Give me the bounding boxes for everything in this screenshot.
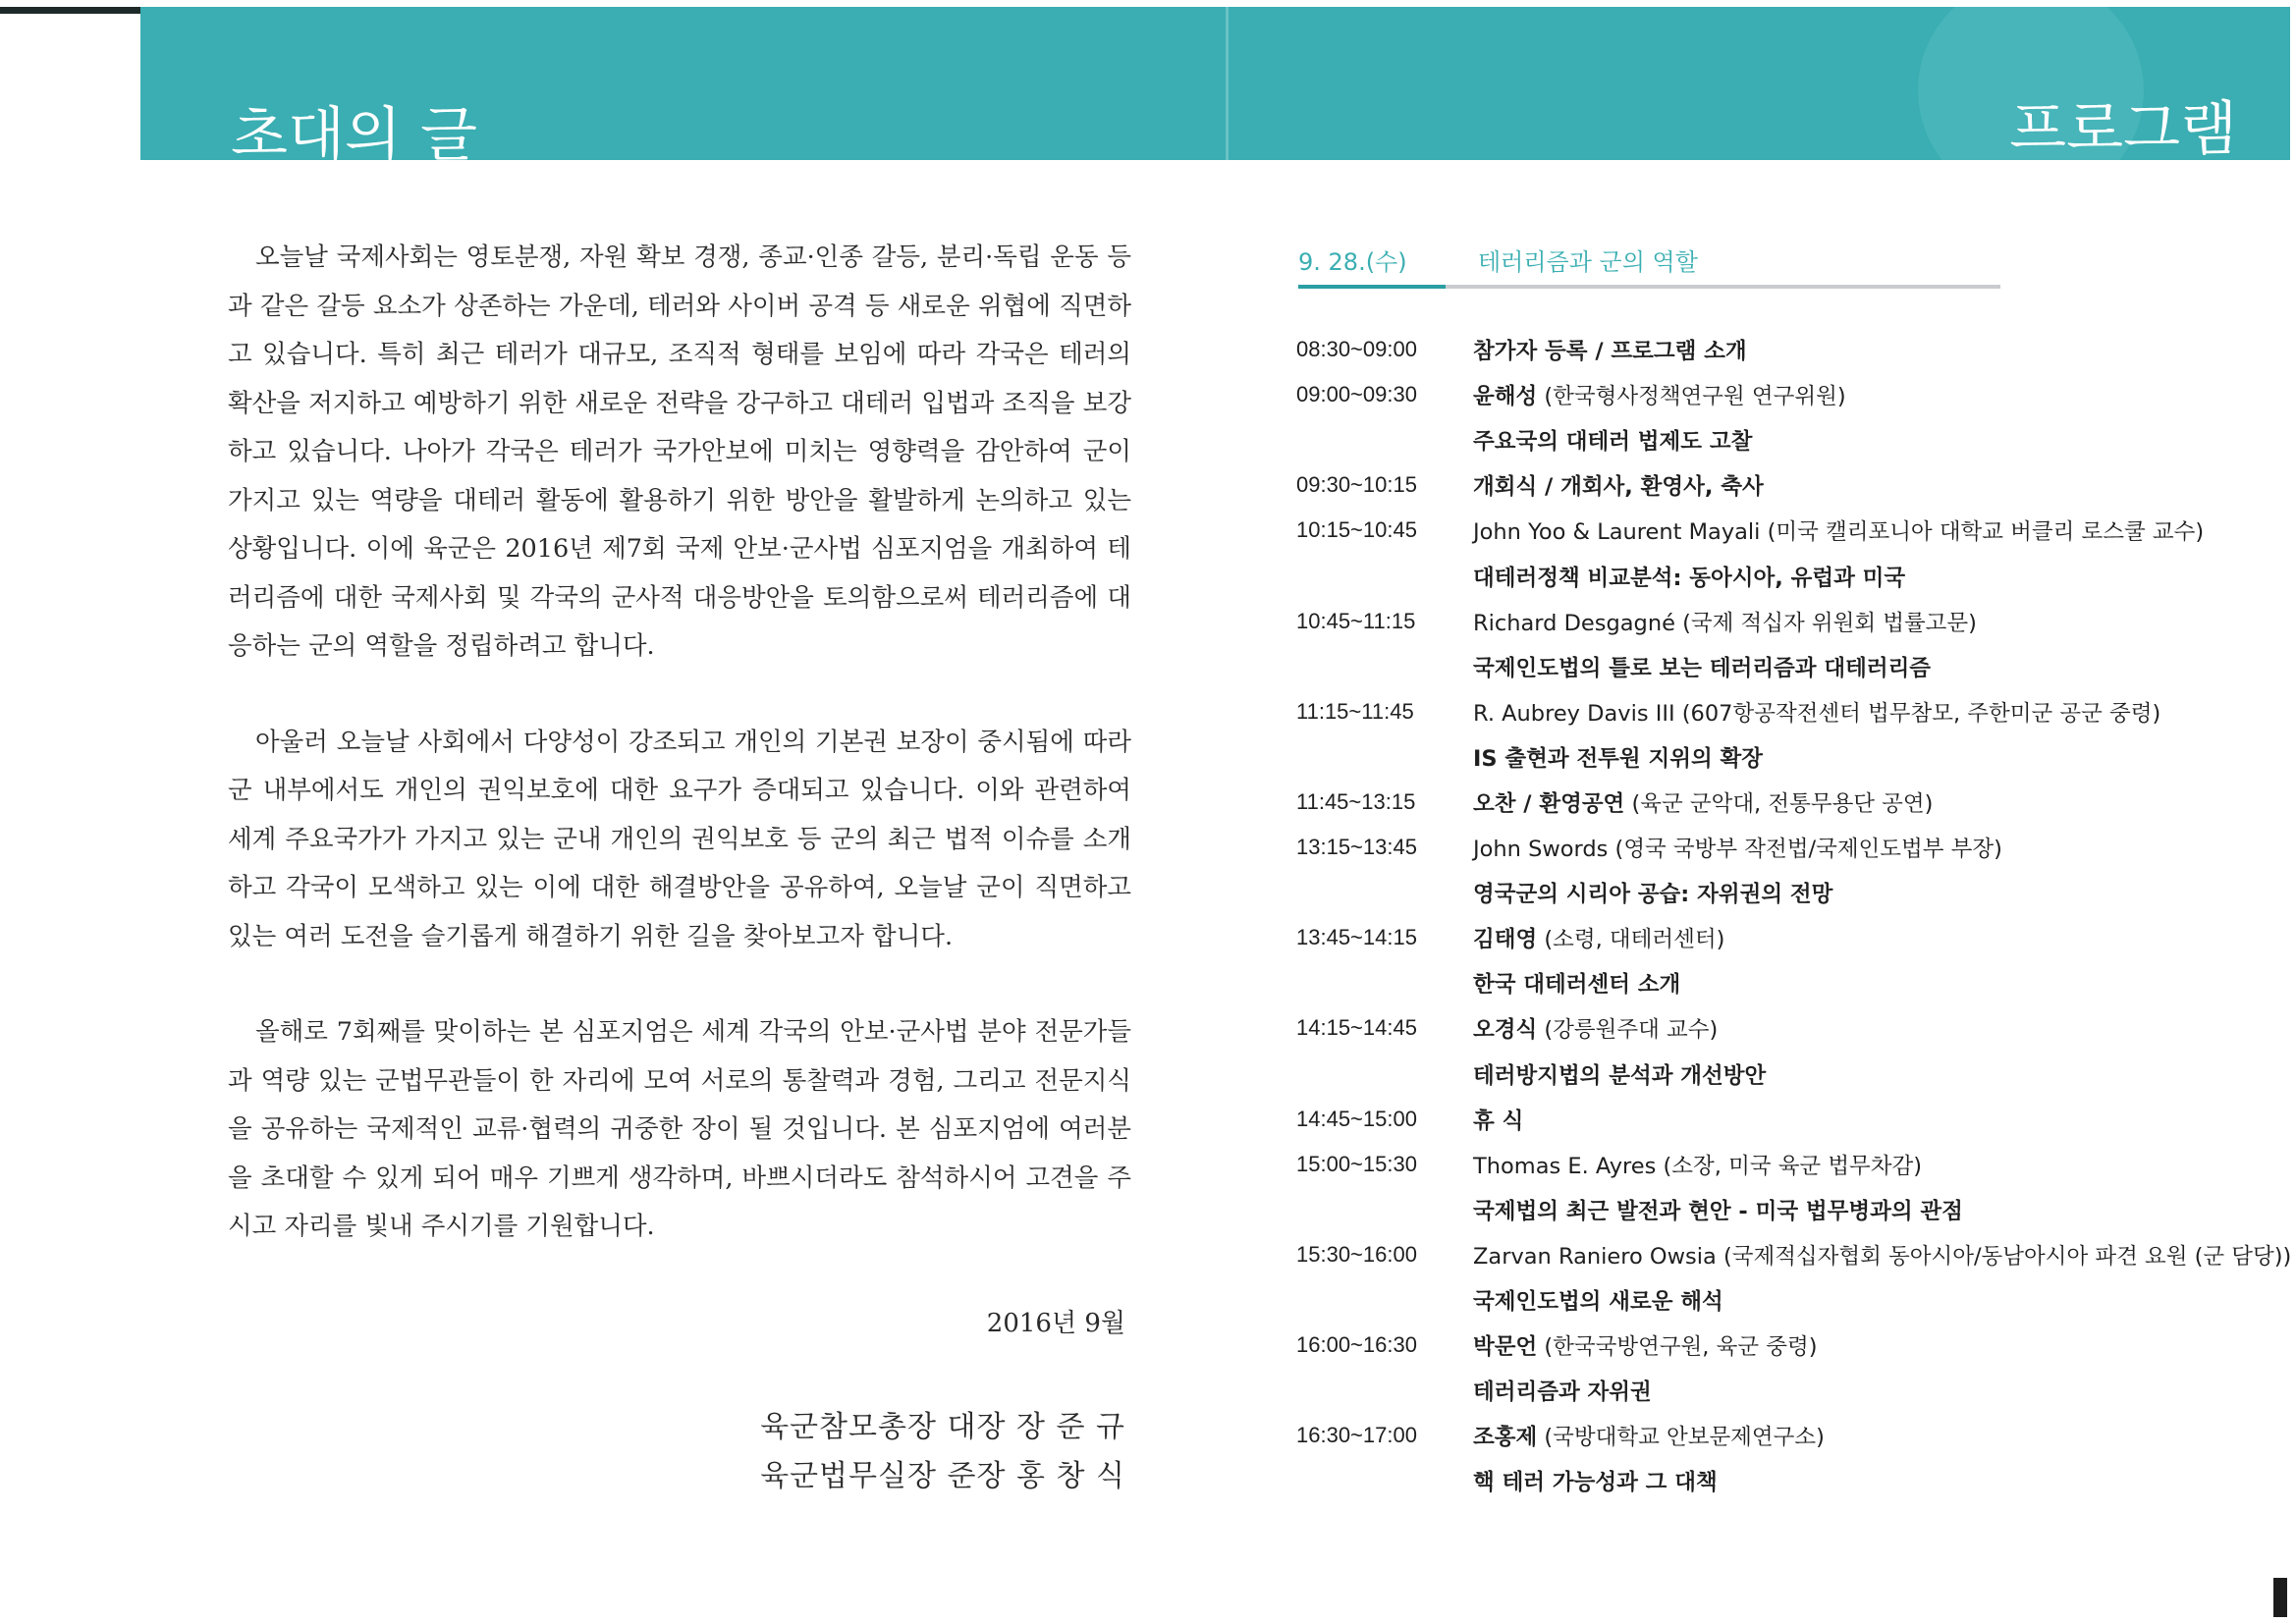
schedule-text [1473,334,1747,365]
schedule-row [1296,1142,2288,1187]
schedule-row [1296,734,2288,780]
schedule-time: 13:15~13:45 [1296,835,1417,860]
schedule-row [1296,915,2288,960]
schedule-row [1296,508,2288,553]
schedule-row [1296,1413,2288,1458]
signature-chief-of-staff: 육군참모총장 대장 장 준 규 [760,1410,1125,1444]
letter-paragraph-1: 오늘날 국제사회는 영토분쟁, 자원 확보 경쟁, 종교·인종 갈등, 분리·독립 운동 등과 같은 갈등 요소가 상존하는 가운데, 테러와 사이버 공격 등 새로운 위협에 직면하고 있습니다. 특히 최근 테러가 대규모, 조직적 형태를 보임에 따라 각국은 테러의 확산을 저지하고 예방하기 위한 새로운 전략을 강구하고 대테러 입법과 조직을 보강하고 있습니다. 나아가 각국은 테러가 국가안보에 미치는 영향력을 감안하여 군이 가지고 있는 역량을 대테러 활동에 활용하기 위한 방안을 활발하게 논의하고 있는 상황입니다. 이에 육군은 2016년 제7회 국제 안보·군사법 심포지엄을 개최하여 테러리즘에 대한 국제사회 및 각국의 군사적 대응방안을 토의함으로써 테러리즘에 대응하는 군의 역할을 정립하려고 합니다. [228,243,1131,661]
program-date: 9. 28.(수) [1298,248,1407,276]
schedule-text [1473,1239,2291,1271]
schedule-time: 15:30~16:00 [1296,1241,1417,1267]
schedule-title: 테러방지법의 분석과 개선방안 [1473,1062,1767,1089]
schedule-title: 김태영 [1473,927,1538,953]
schedule-text [1473,877,1832,908]
schedule-title: 오경식 [1473,1017,1538,1044]
schedule-row [1296,462,2288,508]
schedule-row [1296,553,2288,598]
program-divider-accent [1298,285,1446,289]
signature-legal-director: 육군법무실장 준장 홍 창 식 [760,1459,1125,1493]
schedule-detail: Zarvan Raniero Owsia (국제적십자협회 동아시아/동남아시아 파견 요원 (군 담당)) [1473,1243,2292,1270]
schedule-time: 14:45~15:00 [1296,1106,1417,1131]
schedule-text [1473,786,1933,818]
schedule-row [1296,825,2288,870]
schedule-row [1296,1277,2288,1323]
schedule-text [1473,741,1763,773]
invitation-letter [228,234,1131,1299]
schedule-title: 참가자 등록 / 프로그램 소개 [1473,339,1747,365]
schedule-title: 테러리즘과 자위권 [1473,1380,1652,1406]
program-schedule [1296,327,2292,1503]
schedule-text [1473,696,2160,728]
schedule-text [1473,1058,1766,1090]
schedule-detail: John Swords (영국 국방부 작전법/국제인도법부 부장) [1473,837,2002,863]
schedule-title: 국제법의 최근 발전과 현안 - 미국 법무병과의 관점 [1473,1198,1963,1224]
schedule-row [1296,372,2288,417]
schedule-time: 09:00~09:30 [1296,382,1417,407]
corner-mark [2273,1578,2287,1617]
schedule-row [1296,960,2288,1005]
schedule-row [1296,599,2288,644]
schedule-time: 09:30~10:15 [1296,472,1417,498]
schedule-title: 국제인도법의 새로운 해석 [1473,1289,1723,1316]
schedule-title: 영국군의 시리아 공습: 자위권의 전망 [1473,882,1833,908]
schedule-row [1296,1323,2288,1368]
schedule-time: 15:00~15:30 [1296,1151,1417,1176]
schedule-detail: (육군 군악대, 전통무용단 공연) [1624,790,1934,817]
top-edge-line [0,7,140,14]
schedule-text [1473,651,1931,682]
schedule-title: 오찬 / 환영공연 [1473,790,1625,817]
letter-paragraph-2: 아울러 오늘날 사회에서 다양성이 강조되고 개인의 기본권 보장이 중시됨에 따라 군 내부에서도 개인의 권익보호에 대한 요구가 증대되고 있습니다. 이와 관련하여 세계 주요국가가 가지고 있는 군내 개인의 권익보호 등 군의 최근 법적 이슈를 소개하고 각국이 모색하고 있는 이에 대한 해결방안을 공유하여, 오늘날 군이 직면하고 있는 여러 도전을 슬기롭게 해결하기 위한 길을 찾아보고자 합니다. [228,727,1131,951]
schedule-text [1473,922,1724,953]
schedule-text [1473,1194,1963,1225]
schedule-detail: R. Aubrey Davis III (607항공작전센터 법무참모, 주한미군 공군 중령) [1473,700,2161,727]
schedule-row [1296,1232,2292,1277]
schedule-title: 주요국의 대테러 법제도 고찰 [1473,429,1753,456]
schedule-row [1296,1368,2288,1413]
schedule-text [1473,1012,1718,1044]
schedule-title: 개회식 / 개회사, 환영사, 축사 [1473,474,1764,501]
schedule-text [1473,832,2002,863]
schedule-detail: (소령, 대테러센터) [1537,927,1725,953]
schedule-text [1473,1465,1718,1496]
schedule-text [1473,379,1846,410]
schedule-row [1296,689,2288,734]
letter-date: 2016년 9월 [986,1309,1125,1338]
schedule-time: 11:45~13:15 [1296,788,1416,814]
schedule-text [1473,1284,1723,1316]
schedule-time: 14:15~14:45 [1296,1015,1417,1041]
schedule-time: 16:00~16:30 [1296,1332,1417,1358]
schedule-time: 10:45~11:15 [1296,608,1416,633]
schedule-row [1296,644,2288,689]
letter-paragraph-3: 올해로 7회째를 맞이하는 본 심포지엄은 세계 각국의 안보·군사법 분야 전문가들과 역량 있는 군법무관들이 한 자리에 모여 서로의 통찰력과 경험, 그리고 전문지식을 공유하는 국제적인 교류·협력의 귀중한 장이 될 것입니다. 본 심포지엄에 여러분을 초대할 수 있게 되어 매우 기쁘게 생각하며, 바쁘시더라도 참석하시어 고견을 주시고 자리를 빛내 주시기를 기원합니다. [228,1017,1131,1241]
schedule-title: 대테러정책 비교분석: 동아시아, 유럽과 미국 [1473,565,1906,591]
schedule-text [1473,967,1680,999]
schedule-row [1296,1458,2288,1503]
schedule-text [1473,1104,1523,1135]
schedule-title: 박문언 [1473,1334,1538,1361]
schedule-title: 휴 식 [1473,1108,1524,1134]
schedule-text [1473,1420,1825,1451]
schedule-row [1296,1187,2288,1232]
schedule-time: 10:15~10:45 [1296,517,1417,543]
schedule-detail: (국방대학교 안보문제연구소) [1537,1425,1825,1451]
schedule-text [1473,1329,1817,1361]
schedule-row [1296,1097,2288,1142]
schedule-time: 16:30~17:00 [1296,1423,1417,1448]
schedule-row [1296,417,2288,462]
schedule-time: 08:30~09:00 [1296,337,1417,362]
schedule-text [1473,606,1977,637]
schedule-title: 조홍제 [1473,1425,1538,1451]
invitation-title: 초대의 글 [231,101,477,170]
schedule-detail: (강릉원주대 교수) [1537,1017,1719,1044]
schedule-text [1473,1149,1922,1180]
schedule-detail: (한국국방연구원, 육군 중령) [1537,1334,1818,1361]
schedule-text [1473,514,2204,546]
schedule-row [1296,870,2288,915]
schedule-detail: (한국형사정책연구원 연구위원) [1537,384,1846,410]
program-theme: 테러리즘과 군의 역할 [1478,248,1698,276]
schedule-title: 핵 테러 가능성과 그 대책 [1473,1470,1718,1496]
page-fold-line [1226,7,1229,160]
schedule-title: 윤해성 [1473,384,1538,410]
schedule-title: 국제인도법의 틀로 보는 테러리즘과 대테러리즘 [1473,655,1932,681]
schedule-detail: John Yoo & Laurent Mayali (미국 캘리포니아 대학교 버클리 로스쿨 교수) [1473,519,2205,546]
schedule-row [1296,1052,2288,1097]
schedule-title: 한국 대테러센터 소개 [1473,972,1681,999]
schedule-time: 11:15~11:45 [1296,698,1414,724]
schedule-time: 13:45~14:15 [1296,925,1417,950]
schedule-text [1473,469,1764,501]
schedule-text [1473,424,1752,456]
schedule-row [1296,780,2288,825]
schedule-text [1473,561,1905,592]
schedule-detail: Thomas E. Ayres (소장, 미국 육군 법무차감) [1473,1153,1923,1179]
schedule-detail: Richard Desgagné (국제 적십자 위원회 법률고문) [1473,610,1977,636]
schedule-text [1473,1375,1652,1406]
program-title: 프로그램 [2009,95,2237,164]
schedule-row [1296,327,2288,372]
schedule-row [1296,1005,2288,1051]
schedule-title: IS 출현과 전투원 지위의 확장 [1473,745,1763,772]
